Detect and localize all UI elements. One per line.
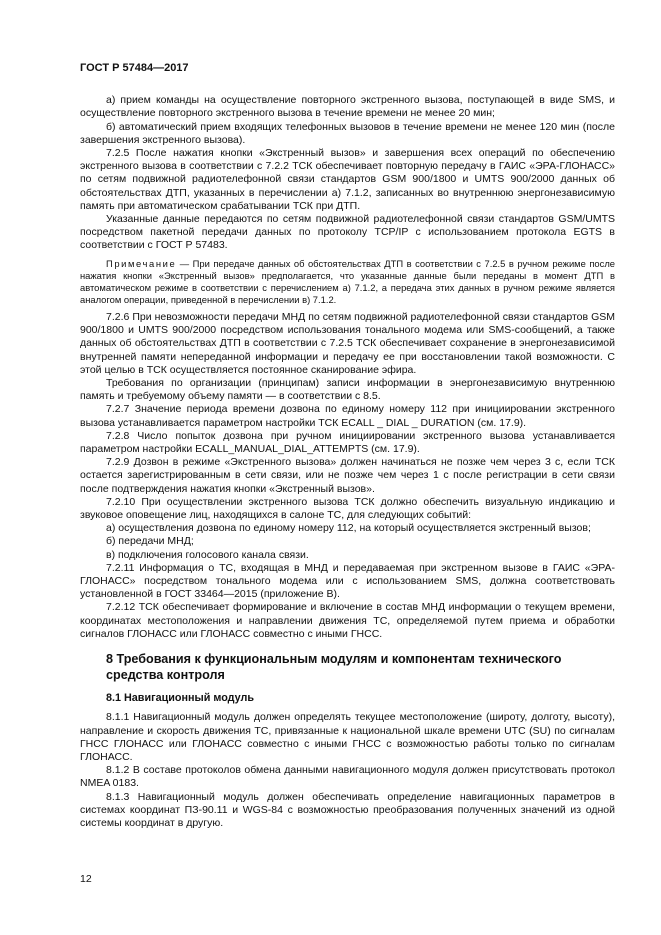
page-number: 12 bbox=[80, 873, 92, 885]
document-page bbox=[80, 62, 615, 830]
subsection-heading: 8.1 Навигационный модуль bbox=[106, 692, 254, 705]
paragraph: 7.2.8 Число попыток дозвона при ручном инициировании экстренного вызова устанавливается параметром настройки ECALL_MANUAL_DIAL_ATTEMPTS (см. 17.9). bbox=[80, 429, 615, 456]
paragraph: 7.2.10 При осуществлении экстренного вызова ТСК должно обеспечить визуальную индикацию и звуковое оповещение лиц, находящихся в салоне ТС, для следующих событий: bbox=[80, 495, 615, 522]
paragraph: 7.2.6 При невозможности передачи МНД по сетям подвижной радиотелефонной связи стандартов GSM 900/1800 и UMTS 900/2000 посредством использования тонального модема или SMS-сообщений, а также данных об обстоятельствах ДТП в соответствии с 7.2.5 ТСК обеспечивает сохранение в энергонезависимой внутренней памяти непереданной информации и передачу ее при восстановлении такой возможности. С этой целью в ТСК осуществляется постоянное сканирование эфира. bbox=[80, 311, 615, 376]
list-item: в) подключения голосового канала связи. bbox=[106, 548, 309, 561]
paragraph: 7.2.7 Значение периода времени дозвона по единому номеру 112 при инициировании экстренного вызова устанавливается параметром настройки ТСК ECALL _ DIAL _ DURATION (см. 17.9). bbox=[80, 403, 615, 429]
paragraph: 8.1.2 В составе протоколов обмена данными навигационного модуля должен присутствовать протокол NMEA 0183. bbox=[80, 764, 615, 790]
note bbox=[80, 258, 615, 306]
paragraph: 7.2.11 Информация о ТС, входящая в МНД и передаваемая при экстренном вызове в ГАИС «ЭРА-ГЛОНАСС» посредством тонального модема или с использованием SMS, должна соответствовать установленной в ГОСТ 33464—2015 (приложение В). bbox=[80, 561, 615, 601]
paragraph: 8.1.1 Навигационный модуль должен определять текущее местоположение (широту, долготу, высоту), направление и скорость движения ТС, привязанные к национальной шкале времени UTC (SU) по сигналам ГНСС ГЛОНАСС или ГЛОНАСС совместно с иными ГНСС с возможностью работы только по сигналам ГЛОНАСС. bbox=[80, 711, 615, 763]
paragraph: Указанные данные передаются по сетям подвижной радиотелефонной связи стандартов GSM/UMTS посредством пакетной передачи данных по протоколу TCP/IP с использованием протокола EGTS в соответствии с ГОСТ Р 57483. bbox=[80, 213, 615, 252]
document-header: ГОСТ Р 57484—2017 bbox=[80, 62, 189, 74]
note-label: Примечание bbox=[106, 257, 177, 269]
paragraph: Требования по организации (принципам) записи информации в энергонезависимую внутреннюю память и требуемому объему памяти — в соответствии с 8.5. bbox=[80, 377, 615, 403]
paragraph: 8.1.3 Навигационный модуль должен обеспечивать определение навигационных параметров в системах координат ПЗ-90.11 и WGS-84 с возможностью преобразования полученных значений из одной системы координат в другую. bbox=[80, 790, 615, 829]
paragraph: б) автоматический прием входящих телефонных вызовов в течение времени не менее 120 мин (после завершения экстренного вызова). bbox=[80, 120, 615, 146]
paragraph: 7.2.5 После нажатия кнопки «Экстренный вызов» и завершения всех операций по обеспечению экстренного вызова в соответствии с 7.2.2 ТСК обеспечивает повторную передачу в ГАИС «ЭРА-ГЛОНАСС» по сетям подвижной радиотелефонной связи стандартов GSM 900/1800 и UMTS 900/2000 данных об обстоятельствах ДТП, указанных в перечислении а) 7.1.2, записанных во внутреннюю энергонезависимую память при автоматическом срабатывании ТСК при ДТП. bbox=[80, 147, 615, 212]
paragraph: а) прием команды на осуществление повторного экстренного вызова, поступающей в виде SMS, и осуществление повторного экстренного вызова в течение времени не менее 20 мин; bbox=[80, 94, 615, 120]
paragraph: 7.2.9 Дозвон в режиме «Экстренного вызова» должен начинаться не позже чем через 3 с, если ТСК остается зарегистрированным в сети связи, или не позже чем через 1 с после регистрации в сети связи после подтверждения нажатия кнопки «Экстренный вызов». bbox=[80, 456, 615, 495]
list-item: а) осуществления дозвона по единому номеру 112, на который осуществляется экстренный вызов; bbox=[106, 522, 591, 535]
section-heading: 8 Требования к функциональным модулям и компонентам технического средства контроля bbox=[106, 652, 562, 682]
list-item: б) передачи МНД; bbox=[106, 535, 194, 548]
paragraph: 7.2.12 ТСК обеспечивает формирование и включение в состав МНД информации о текущем времени, координатах местоположения и направлении движения ТС, определяемой путем приема и обработки сигналов ГЛОНАСС или ГЛОНАСС совместно с иными ГНСС. bbox=[80, 601, 615, 640]
note-text: — При передаче данных об обстоятельствах ДТП в соответствии с 7.2.5 в ручном режиме после нажатия кнопки «Экстренный вызов» предполагается, что указанные данные были переданы в момент ДТП в автоматическом режиме в соответствии с перечислением а) 7.1.2, а передача этих данных в ручном режиме является аналогом операции, приведенной в перечислении в) 7.1.2. bbox=[80, 257, 615, 305]
